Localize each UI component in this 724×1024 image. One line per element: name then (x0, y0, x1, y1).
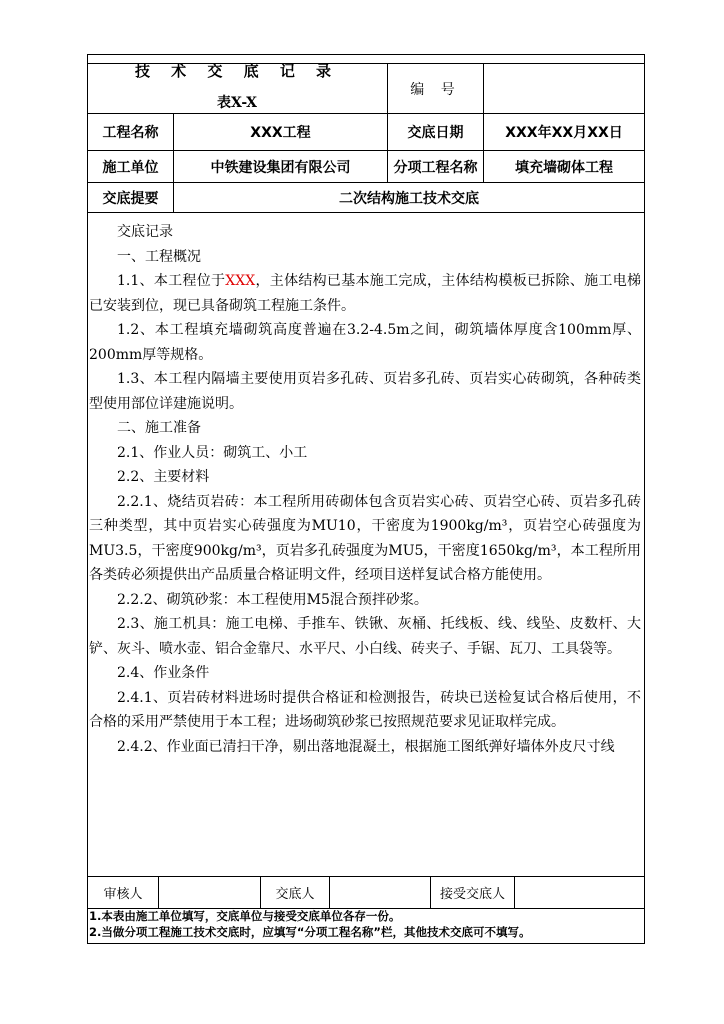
frame-bottom-line (87, 943, 645, 944)
receiver-value[interactable] (515, 877, 644, 908)
unit-label: 施工单位 (102, 159, 159, 176)
paragraph-text: 1.1、本工程位于 (117, 273, 226, 289)
section-heading: 一、工程概况 (117, 248, 201, 265)
paragraph: 1.2、本工程填充墙砌筑高度普遍在3.2-4.5m之间，砌筑墙体厚度含100mm厚、200mm厚等规格。 (89, 322, 641, 363)
unit-value: 中铁建设集团有限公司 (210, 159, 351, 176)
paragraph: 2.4、作业条件 (117, 665, 210, 681)
receiver-label: 接受交底人 (439, 887, 505, 902)
footnotes (89, 908, 641, 940)
project-name-value: XXX工程 (250, 125, 311, 141)
paragraph: 1.3、本工程内隔墙主要使用页岩多孔砖、页岩多孔砖、页岩实心砖砌筑，各种砖类型使用部位详建施说明。 (89, 371, 641, 412)
project-name-label: 工程名称 (102, 125, 159, 141)
date-label: 交底日期 (407, 125, 464, 141)
location-placeholder: XXX (225, 273, 256, 289)
frame-top-line (87, 54, 645, 55)
disclosure-record (89, 220, 641, 759)
paragraph (89, 269, 641, 318)
discloser-value[interactable] (330, 877, 430, 908)
paragraph-text: ，主体结构已基本施工完成，主体结构模板已拆除、施工电梯已安装到位，现已具备砌筑工程施工条件。 (89, 273, 642, 314)
summary-label: 交底提要 (102, 190, 159, 207)
paragraph: 2.2.1、烧结页岩砖：本工程所用砖砌体包含页岩实心砖、页岩空心砖、页岩多孔砖三种类型，其中页岩实心砖强度为MU10，干密度为1900kg/m³，页岩空心砖强度为MU3.5，干密度900kg/m³，页岩多孔砖强度为MU5，干密度1650kg/m³，本工程所用各类砖必须提供出产品质量合格证明文件，经项目送样复试合格方能使用。 (89, 493, 641, 583)
frame-right-line (644, 908, 645, 944)
paragraph: 2.2、主要材料 (117, 469, 210, 485)
row-line (87, 212, 645, 213)
date-value: XXX年XX月XX日 (505, 125, 623, 141)
paragraph: 2.4.2、作业面已清扫干净，剔出落地混凝土，根据施工图纸弹好墙体外皮尺寸线 (117, 738, 615, 755)
footnote: 2.当做分项工程施工技术交底时，应填写“分项工程名称”栏，其他技术交底可不填写。 (89, 925, 531, 939)
number-label: 编 号 (410, 81, 461, 98)
number-value[interactable] (484, 64, 644, 113)
reviewer-label: 审核人 (103, 887, 143, 902)
sub-project-value: 填充墙砌体工程 (515, 159, 613, 176)
paragraph: 2.3、施工机具：施工电梯、手推车、铁锹、灰桶、托线板、线、线坠、皮数杆、大铲、灰斗、喷水壶、铝合金靠尺、水平尺、小白线、砖夹子、手锯、瓦刀、工具袋等。 (89, 616, 641, 657)
footnote: 1.本表由施工单位填写，交底单位与接受交底单位各存一份。 (89, 909, 401, 923)
paragraph: 2.1、作业人员：砌筑工、小工 (117, 444, 308, 461)
sub-project-label: 分项工程名称 (393, 159, 478, 176)
paragraph: 2.2.2、砌筑砂浆：本工程使用M5混合预拌砂浆。 (117, 591, 428, 608)
summary-value: 二次结构施工技术交底 (339, 190, 479, 207)
page-title: 技 术 交 底 记 录 (134, 62, 340, 80)
form-code: 表X-X (216, 95, 258, 111)
paragraph: 2.4.1、页岩砖材料进场时提供合格证和检测报告，砖块已送检复试合格后使用，不合格的采用严禁使用于本工程；进场砌筑砂浆已按照规范要求见证取样完成。 (89, 689, 641, 730)
record-heading: 交底记录 (117, 224, 173, 240)
frame-left-line (87, 908, 88, 944)
section-heading: 二、施工准备 (117, 420, 201, 436)
reviewer-value[interactable] (159, 877, 260, 908)
discloser-label: 交底人 (275, 887, 315, 902)
